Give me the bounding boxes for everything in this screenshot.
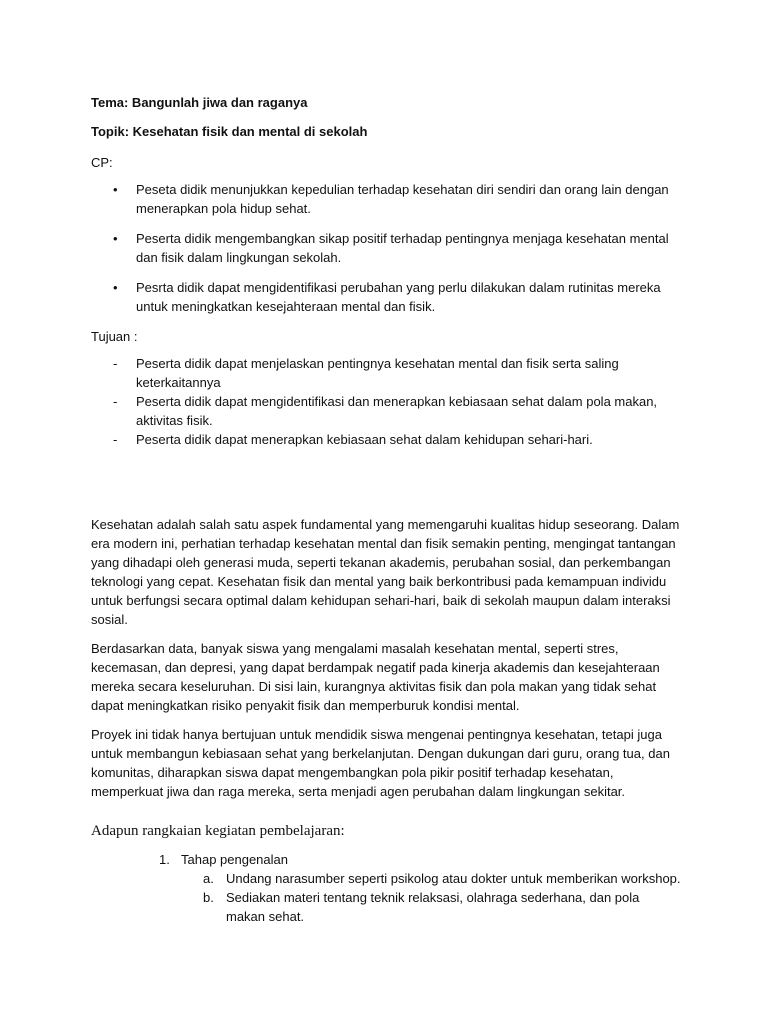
tujuan-item-text: Peserta didik dapat mengidentifikasi dan menerapkan kebiasaan sehat dalam pola makan, aktivitas fisik.: [136, 394, 658, 428]
cp-list-item: [91, 278, 681, 316]
cp-list-item: [91, 229, 681, 267]
tujuan-item-text: Peserta didik dapat menjelaskan pentingnya kesehatan mental dan fisik serta saling keterkaitannya: [136, 356, 619, 390]
bullet-icon: •: [113, 280, 118, 295]
step-number: 1.: [159, 852, 170, 867]
sub-item-text: Sediakan materi tentang teknik relaksasi, olahraga sederhana, dan pola makan sehat.: [226, 890, 640, 924]
dash-icon: -: [113, 394, 118, 409]
dash-icon: -: [113, 356, 118, 371]
cp-item-text: Peseta didik menunjukkan kepedulian terhadap kesehatan diri sendiri dan orang lain dengan menerapkan pola hidup sehat.: [136, 182, 669, 216]
tujuan-list-item: [91, 354, 681, 392]
cp-list-item: [91, 180, 681, 218]
step-label: Tahap pengenalan: [181, 852, 288, 867]
step-sub-item: [91, 869, 681, 888]
cp-label: CP:: [91, 155, 113, 170]
tujuan-label: Tujuan :: [91, 329, 138, 344]
bullet-icon: •: [113, 231, 118, 246]
cp-item-text: Pesrta didik dapat mengidentifikasi perubahan yang perlu dilakukan dalam rutinitas mereka untuk meningkatkan kesejahteraan mental dan fisik.: [136, 280, 661, 314]
cp-item-text: Peserta didik mengembangkan sikap positif terhadap pentingnya menjaga kesehatan mental dan fisik dalam lingkungan sekolah.: [136, 231, 669, 265]
tujuan-list-item: [91, 392, 681, 430]
body-paragraph: Proyek ini tidak hanya bertujuan untuk mendidik siswa mengenai pentingnya kesehatan, tetapi juga untuk membangun kebiasaan sehat yang berkelanjutan. Dengan dukungan dari guru, orang tua, dan komunitas, diharapkan siswa dapat mengembangkan pola pikir positif terhadap kesehatan, memperkuat jiwa dan raga mereka, serta menjadi agen perubahan dalam lingkungan sekitar.: [91, 727, 670, 799]
tujuan-list-item: [91, 430, 681, 449]
tujuan-item-text: Peserta didik dapat menerapkan kebiasaan sehat dalam kehidupan sehari-hari.: [136, 432, 593, 447]
sub-item-text: Undang narasumber seperti psikolog atau dokter untuk memberikan workshop.: [226, 871, 681, 886]
tujuan-list: [91, 354, 681, 449]
sub-item-letter: b.: [203, 890, 214, 905]
step-sub-item: [91, 888, 681, 926]
body-paragraph: Berdasarkan data, banyak siswa yang mengalami masalah kesehatan mental, seperti stres, kecemasan, dan depresi, yang dapat berdampak negatif pada kinerja akademis dan kesejahteraan mereka secara keseluruhan. Di sisi lain, kurangnya aktivitas fisik dan pola makan yang tidak sehat dapat meningkatkan risiko penyakit fisik dan memperburuk kondisi mental.: [91, 641, 660, 713]
sub-item-letter: a.: [203, 871, 214, 886]
cp-list: [91, 180, 681, 316]
activities-heading: Adapun rangkaian kegiatan pembelajaran:: [91, 823, 345, 839]
document-topic: Topik: Kesehatan fisik dan mental di sekolah: [91, 124, 368, 139]
dash-icon: -: [113, 432, 118, 447]
bullet-icon: •: [113, 182, 118, 197]
step-item: [91, 850, 681, 869]
body-paragraph: Kesehatan adalah salah satu aspek fundamental yang memengaruhi kualitas hidup seseorang. Dalam era modern ini, perhatian terhadap kesehatan mental dan fisik semakin penting, mengingat tantangan yang dihadapi oleh generasi muda, seperti tekanan akademis, perubahan sosial, dan perkembangan teknologi yang cepat. Kesehatan fisik dan mental yang baik berkontribusi pada kemampuan individu untuk berfungsi secara optimal dalam kehidupan sehari-hari, baik di sekolah maupun dalam interaksi sosial.: [91, 517, 680, 627]
document-title: Tema: Bangunlah jiwa dan raganya: [91, 95, 308, 110]
document-content: [91, 93, 681, 926]
